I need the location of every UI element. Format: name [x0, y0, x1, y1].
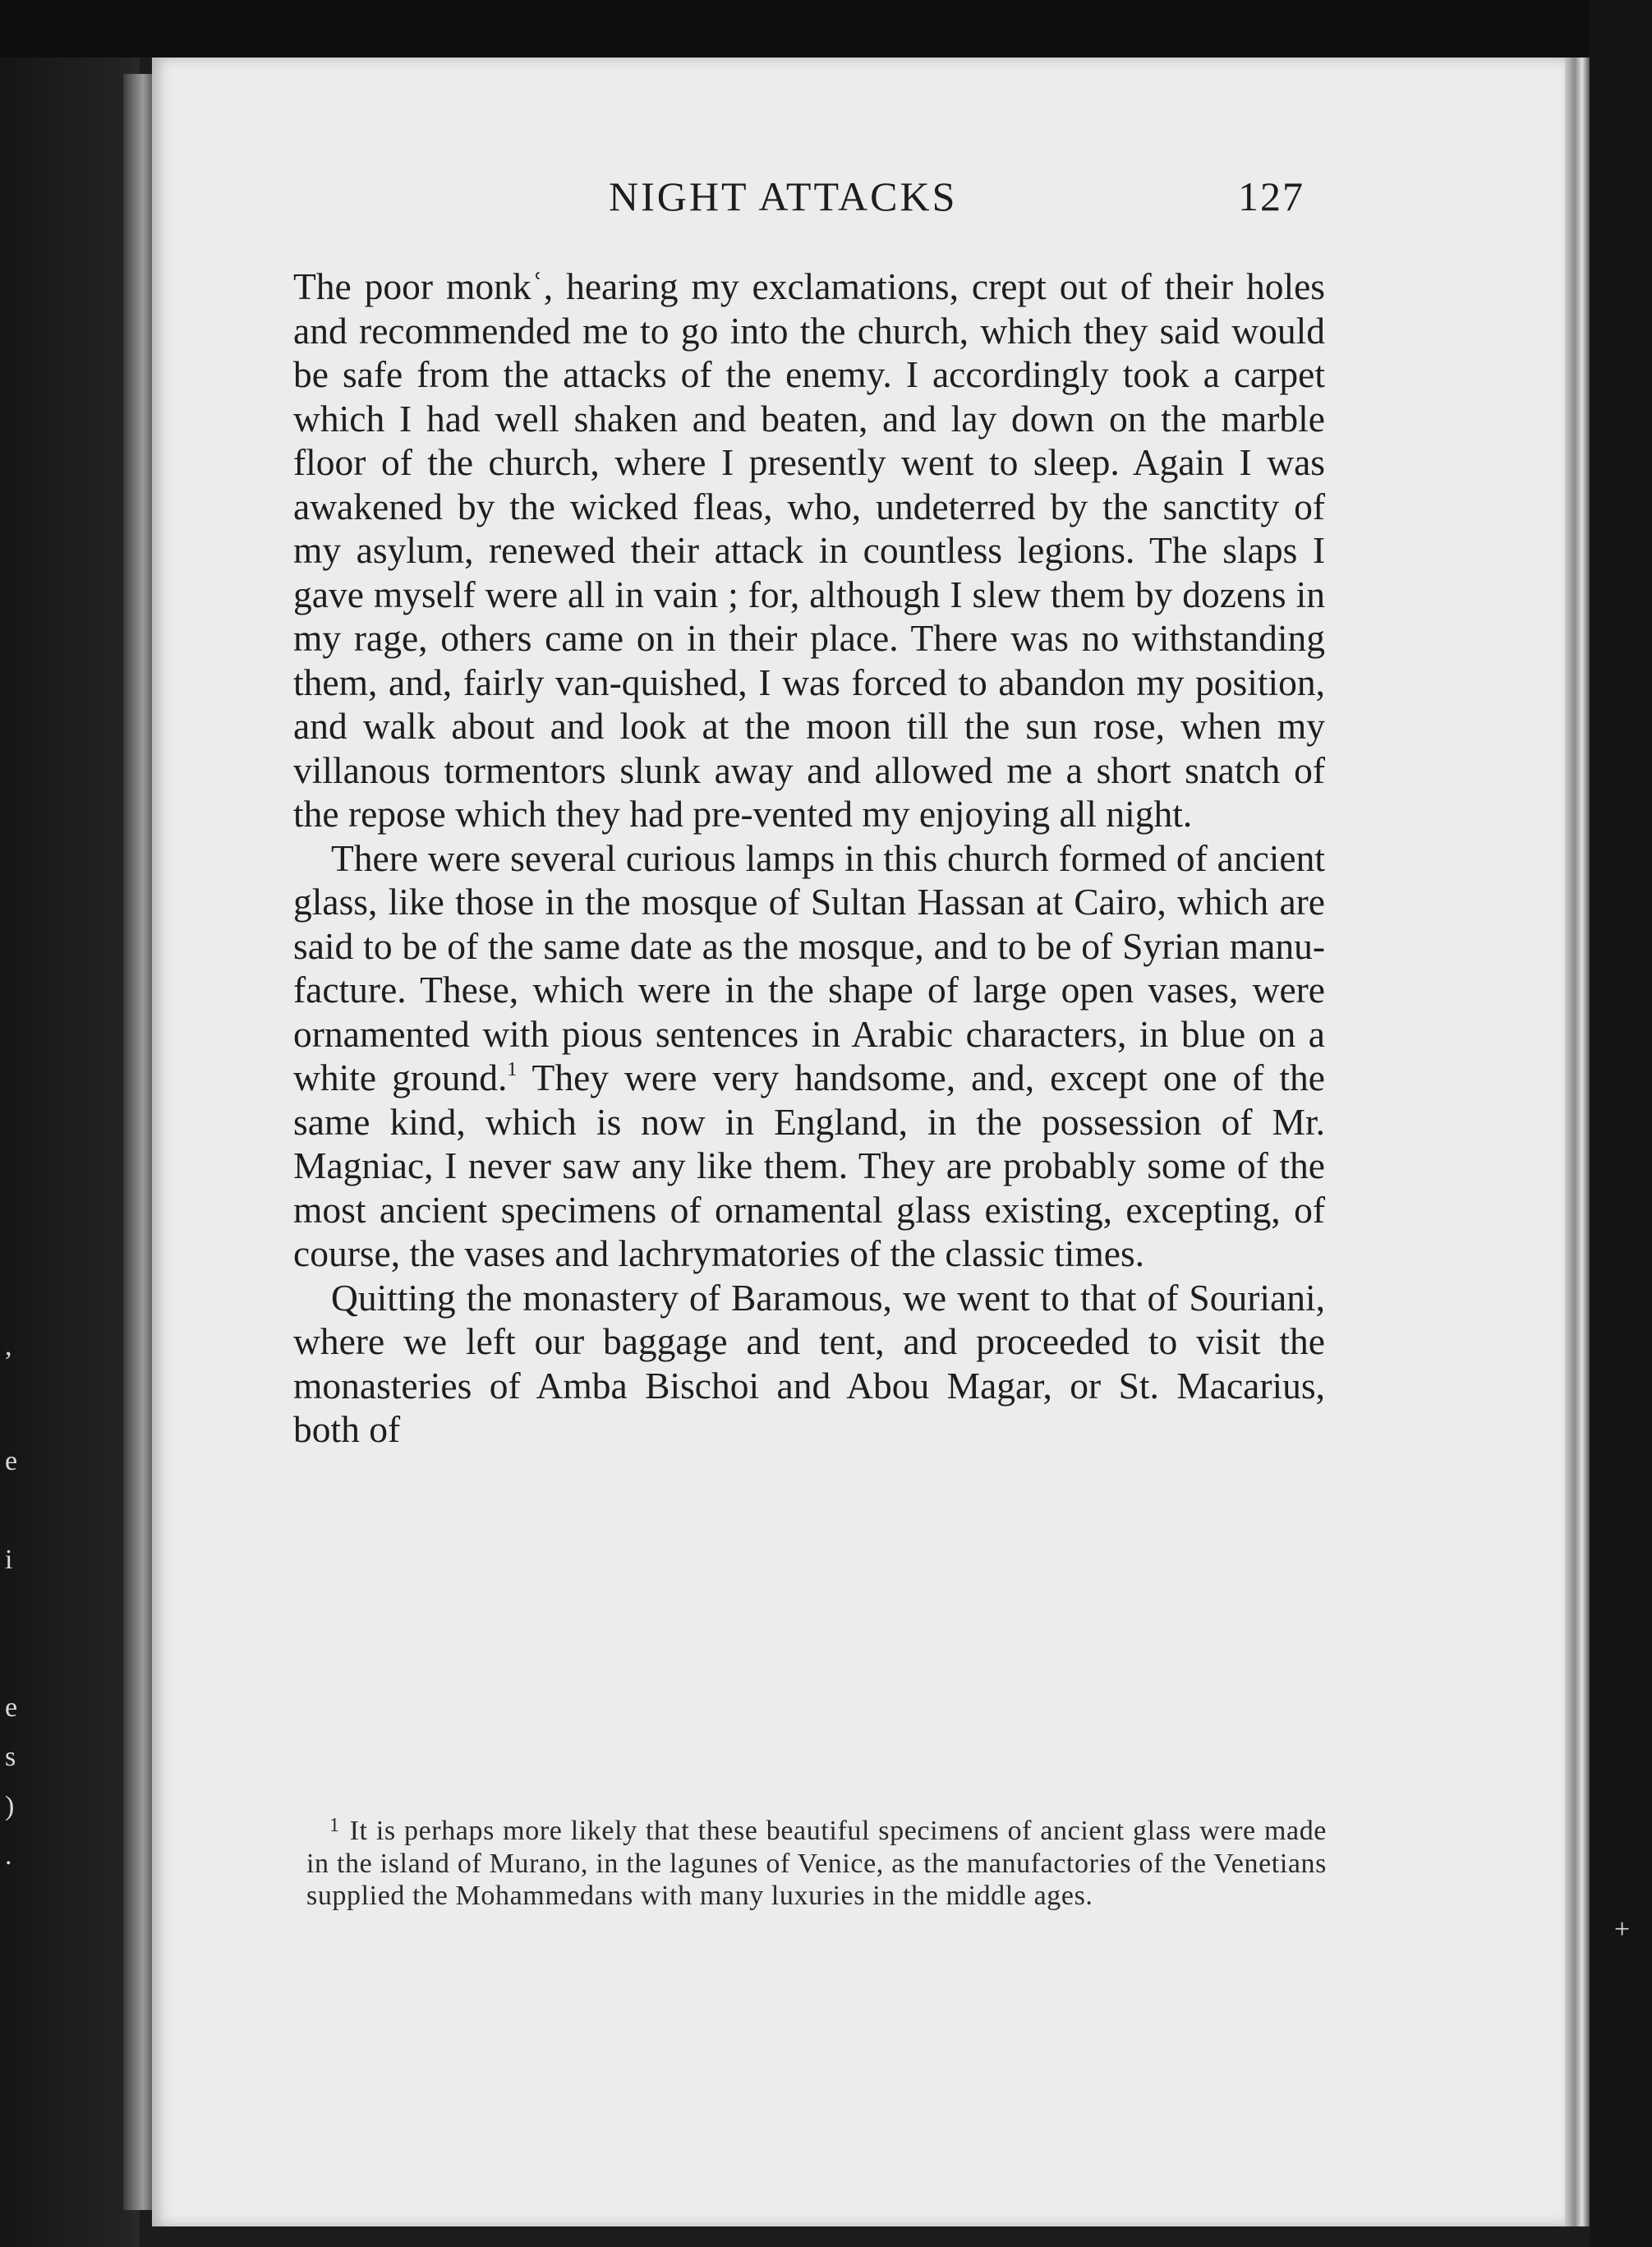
page-fore-edge: [1565, 58, 1590, 2226]
gutter-edge: [123, 74, 156, 2210]
paragraph-text: They were very handsome, and, except one of the same kind, which is now in England, in the possession of Mr. Magniac, I never saw any like them. They are probably some of the most ancient specimens of ornamental glass existing, excepting, of course, the vases and lachrymatories of the classic times.: [293, 1057, 1325, 1274]
paragraph: [293, 836, 1325, 1276]
scan-border-right: [1590, 0, 1652, 2247]
facing-page-marks: , e i e s ) .: [5, 1331, 18, 1871]
scan-border-top: [0, 0, 1652, 58]
page-number: 127: [1238, 173, 1305, 219]
paragraph: Quitting the monastery of Baramous, we went to that of Souriani, where we left our baggage and tent, and proceeded to visit the monasteries of Amba Bischoi and Abou Magar, or St. Macarius, both of: [293, 1276, 1325, 1450]
scan-speck: +: [1614, 1914, 1631, 1945]
running-head: [309, 173, 1321, 222]
running-title: NIGHT ATTACKS: [609, 173, 958, 219]
paragraph-text: There were several curious lamps in this church formed of ancient glass, like those in the mosque of Sultan Hassan at Cairo, which are said to be of the same date as the mosque, and to be of Syrian manu-facture. These, which were in the shape of large open vases, were ornamented with pious sentences in Arabic characters, in blue on a white ground.: [293, 836, 1325, 1098]
footnote-reference: 1: [507, 1059, 518, 1080]
footnote-text: It is perhaps more likely that these beautiful specimens of ancient glass were made in the island of Murano, in the lagunes of Venice, as the manufactories of the Venetians supplied the Mohammedans with many luxuries in the middle ages.: [306, 1816, 1327, 1911]
footnote: [306, 1810, 1327, 1913]
body-text: [293, 265, 1325, 1452]
footnote-mark: 1: [329, 1815, 340, 1836]
paragraph: The poor monkʿ, hearing my exclamations, crept out of their holes and recommended me to go into the church, which they said would be safe from the attacks of the enemy. I accordingly took a carpet which I had well shaken and beaten, and lay down on the marble floor of the church, where I presently went to sleep. Again I was awakened by the wicked fleas, who, undeterred by the sanctity of my asylum, renewed their attack in countless legions. The slaps I gave myself were all in vain ; for, although I slew them by dozens in my rage, others came on in their place. There was no withstanding them, and, fairly van-quished, I was forced to abandon my position, and walk about and look at the moon till the sun rose, when my villanous tormentors slunk away and allowed me a short snatch of the repose which they had pre-vented my enjoying all night.: [293, 265, 1325, 835]
